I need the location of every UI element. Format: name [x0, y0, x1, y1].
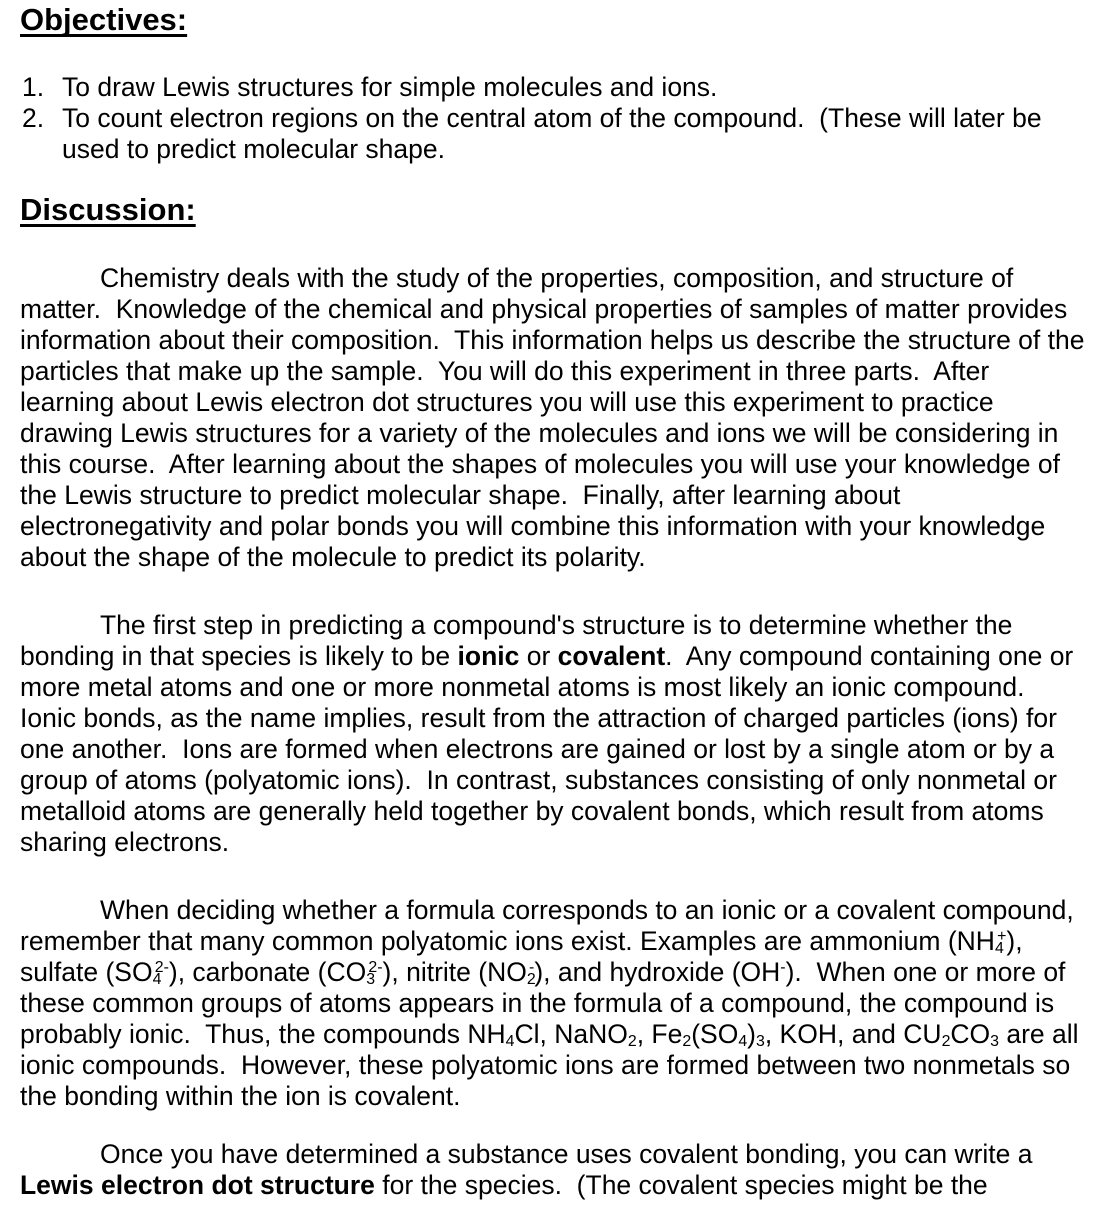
discussion-paragraph-4: Once you have determined a substance uses covalent bonding, you can write a Lewis electron dot structure for the species. (The covalent species might be the	[20, 1139, 1040, 1200]
objectives-heading	[20, 2, 1085, 38]
objectives-item-2	[20, 103, 1085, 165]
objectives-heading-text: Objectives:	[20, 2, 188, 37]
list-number: 1.	[22, 72, 45, 102]
discussion-paragraph-1: Chemistry deals with the study of the properties, composition, and structure of matter. Knowledge of the chemical and physical properties of samples of matter provides information about their composition. This information helps us describe the structure of the particles that make up the sample. You will do this experiment in three parts. After learning about Lewis electron dot structures you will use this experiment to practice drawing Lewis structures for a variety of the molecules and ions we will be considering in this course. After learning about the shapes of molecules you will use your knowledge of the Lewis structure to predict molecular shape. Finally, after learning about electronegativity and polar bonds you will combine this information with your knowledge about the shape of the molecule to predict its polarity.	[20, 263, 1092, 572]
objectives-item-1	[20, 72, 1085, 103]
list-item-text: To draw Lewis structures for simple molecules and ions.	[62, 72, 718, 102]
list-number: 2.	[22, 103, 45, 133]
discussion-paragraph-2: The first step in predicting a compound's structure is to determine whether the bonding in that species is likely to be ionic or covalent. Any compound containing one or more metal atoms and one or more nonmetal atoms is most likely an ionic compound. Ionic bonds, as the name implies, result from the attraction of charged particles (ions) for one another. Ions are formed when electrons are gained or lost by a single atom or by a group of atoms (polyatomic ions). In contrast, substances consisting of only nonmetal or metalloid atoms are generally held together by covalent bonds, which result from atoms sharing electrons.	[20, 610, 1081, 857]
discussion-heading	[20, 192, 1085, 228]
list-item-text: To count electron regions on the central atom of the compound. (These will later be used to predict molecular shape.	[62, 103, 1049, 164]
objectives-list	[20, 72, 1085, 165]
discussion-heading-text: Discussion:	[20, 192, 196, 227]
discussion-paragraph-3: When deciding whether a formula corresponds to an ionic or a covalent compound, remember that many common polyatomic ions exist. Examples are ammonium $(NH_4^+)$, sulfate $(SO_4^{2-})$, carbonate $(CO_3^{2-})$, nitrite $(NO_2^-)$, and hydroxide (OH-). When one or more of these common groups of atoms appears in the formula of a compound, the compound is probably ionic. Thus, the compounds $NH_4Cl$, NaNO$_2$, $Fe_2(SO_4)_3$, KOH, and $CU_2CO_3$ are all ionic compounds. However, these polyatomic ions are formed between two nonmetals so the bonding within the ion is covalent.	[20, 895, 1086, 1111]
